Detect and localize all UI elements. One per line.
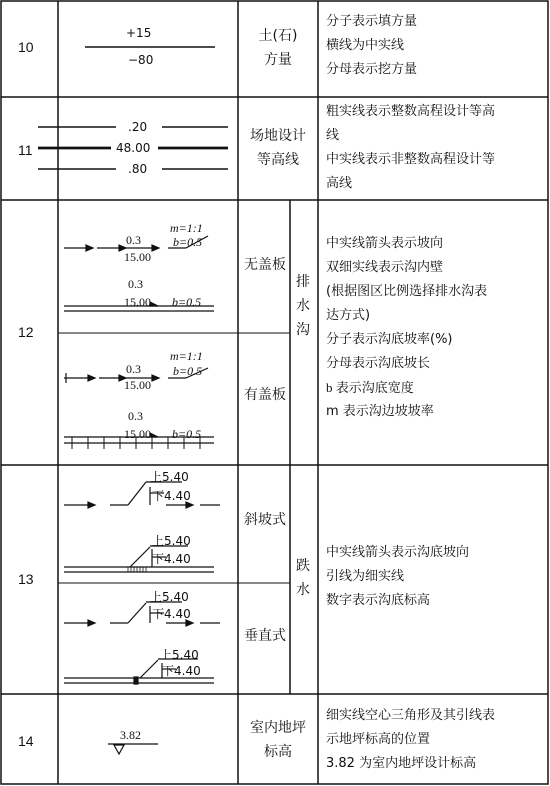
subtype-sloped: 斜坡式 — [244, 512, 286, 528]
bottom-width: b=0.5 — [173, 235, 203, 249]
contour-label: 48.00 — [116, 141, 151, 155]
contour-label: .80 — [128, 162, 148, 176]
row-number: 13 — [18, 571, 34, 587]
row-name: 场地设计 等高线 — [250, 128, 306, 168]
group-drain: 排水沟 — [296, 274, 310, 338]
row-description: 细实线空心三角形及其引线表 示地坪标高的位置 3.82 为室内地坪设计标高 — [326, 708, 496, 771]
cut-volume: −80 — [128, 53, 154, 67]
slope-length: 15.00 — [124, 250, 151, 264]
slope-length: 15.00 — [124, 295, 151, 309]
contour-label: .20 — [128, 120, 148, 134]
upper-elevation: 上5.40 — [160, 648, 199, 662]
bottom-width: b=0.5 — [172, 427, 202, 441]
slope-rate: 0.3 — [126, 362, 141, 376]
upper-elevation: 上5.40 — [150, 590, 189, 604]
side-slope: m=1:1 — [170, 349, 203, 363]
row-number: 10 — [18, 39, 34, 55]
side-slope: m=1:1 — [170, 221, 203, 235]
row-description: 粗实线表示整数高程设计等高 线 中实线表示非整数高程设计等 高线 — [326, 104, 496, 191]
row-description: 分子表示填方量 横线为中实线 分母表示挖方量 — [326, 14, 418, 77]
fill-volume: +15 — [126, 26, 152, 40]
row-name: 土(石) 方量 — [258, 28, 298, 68]
lower-elevation: 下4.40 — [162, 664, 201, 678]
row-description: 中实线箭头表示坡向 双细实线表示沟内壁 (根据图区比例选择排水沟表 达方式) 分子表示沟底坡率(%) 分母表示沟底坡长 b 表示沟底宽度 m 表示沟边坡坡率 — [326, 236, 488, 419]
row-number: 12 — [18, 324, 34, 340]
slope-rate: 0.3 — [126, 233, 141, 247]
slope-length: 15.00 — [124, 427, 151, 441]
lower-elevation: 下4.40 — [152, 552, 191, 566]
bottom-width: b=0.5 — [172, 295, 202, 309]
row-number: 14 — [18, 733, 34, 749]
bottom-width: b=0.5 — [173, 364, 203, 378]
lower-elevation: 下4.40 — [152, 489, 191, 503]
slope-rate: 0.3 — [128, 409, 143, 423]
slope-rate: 0.3 — [128, 277, 143, 291]
group-drop: 跌水 — [296, 558, 310, 598]
upper-elevation: 上5.40 — [152, 534, 191, 548]
subtype-vertical: 垂直式 — [244, 628, 286, 644]
row-description: 中实线箭头表示沟底坡向 引线为细实线 数字表示沟底标高 — [326, 545, 470, 608]
lower-elevation: 下4.40 — [152, 607, 191, 621]
row-name: 室内地坪 标高 — [250, 720, 306, 760]
upper-elevation: 上5.40 — [150, 470, 189, 484]
row-number: 11 — [18, 142, 33, 158]
subtype-with-cover: 有盖板 — [244, 387, 286, 403]
subtype-no-cover: 无盖板 — [244, 257, 286, 273]
slope-length: 15.00 — [124, 378, 151, 392]
floor-elevation: 3.82 — [120, 728, 141, 742]
